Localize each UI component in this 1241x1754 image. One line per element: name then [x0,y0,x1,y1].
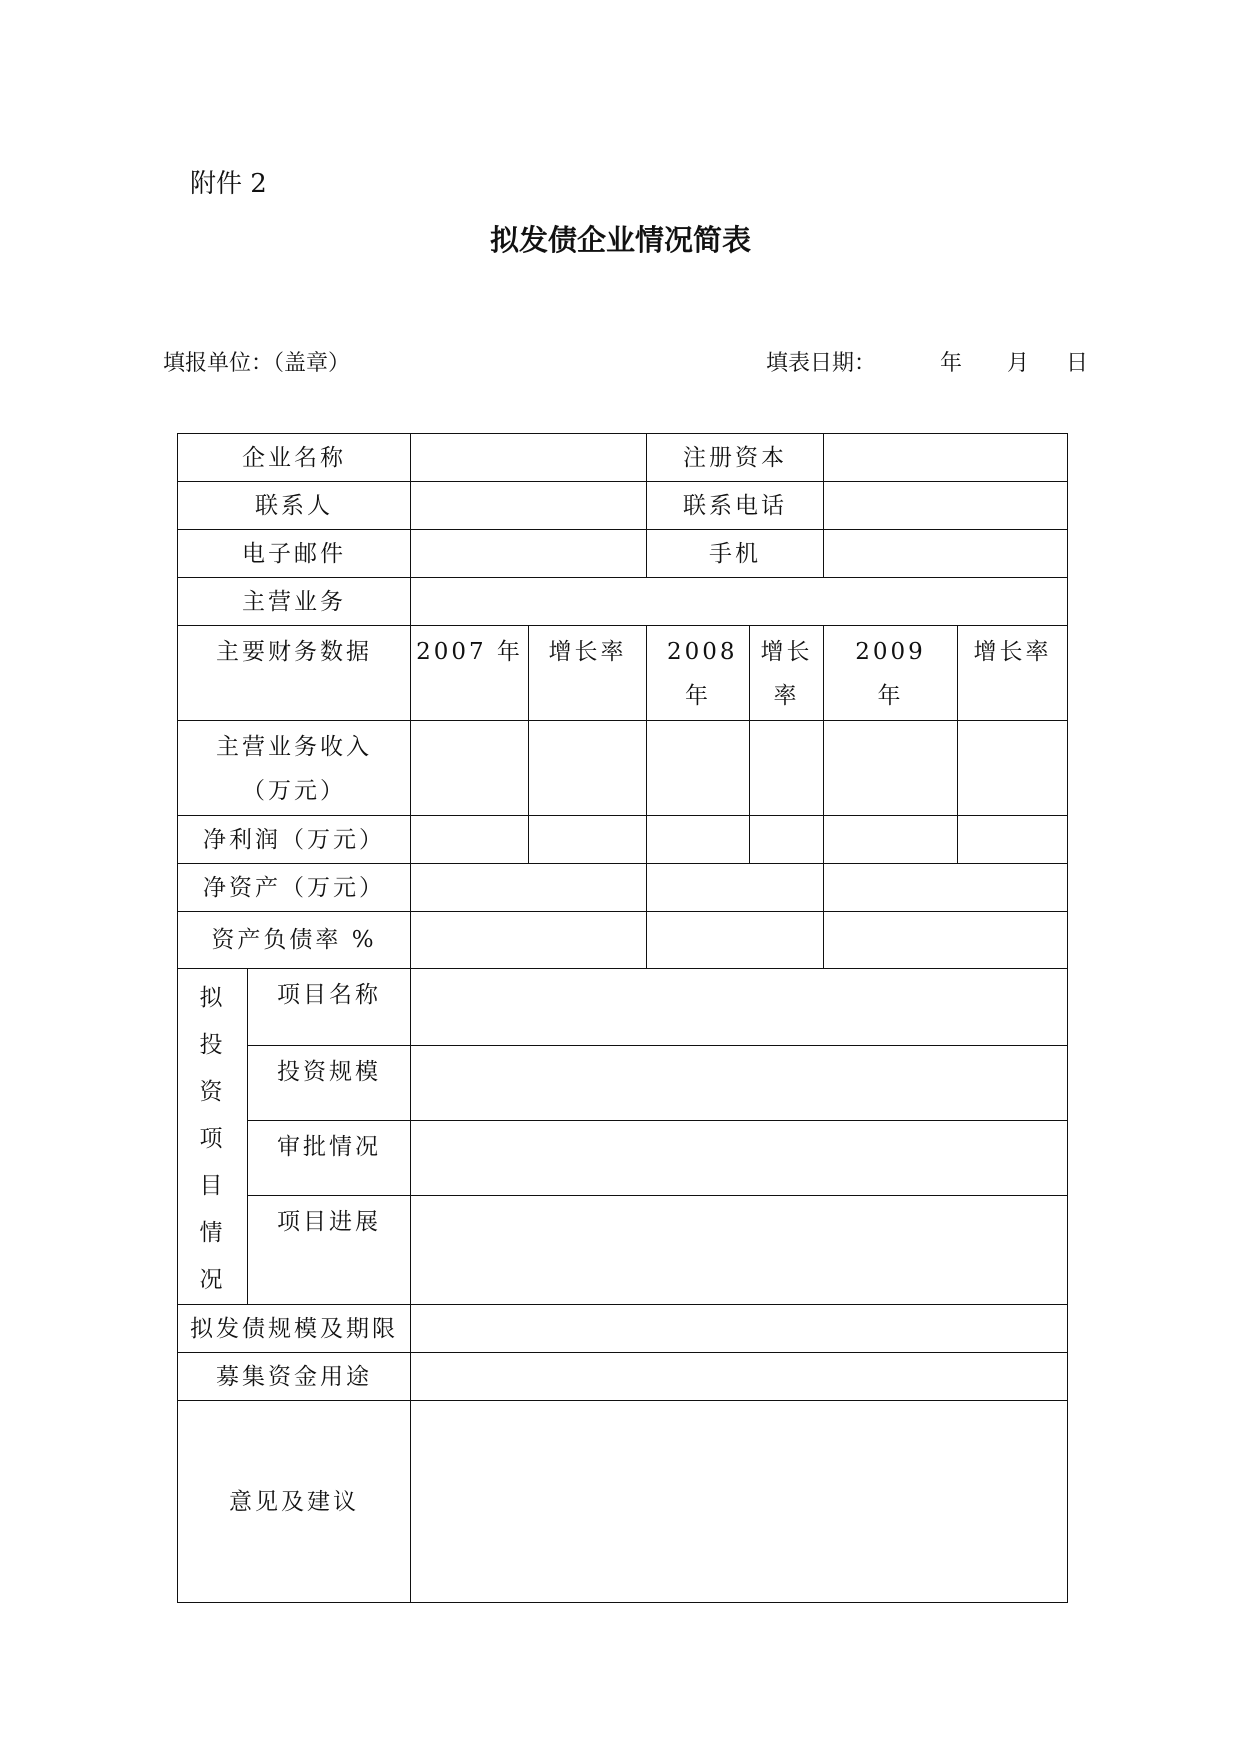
company-info-table [177,433,1068,1603]
table-row [178,434,1068,482]
vertical-char: 拟 [199,985,226,1011]
net-profit-growth-2008[interactable] [750,816,824,864]
table-row [178,969,1068,1046]
email-value[interactable] [411,530,647,578]
mobile-value[interactable] [824,530,1068,578]
revenue-2008[interactable] [647,721,750,816]
mobile-label: 手机 [647,530,824,578]
table-row [178,1045,1068,1121]
year-2008-text: 2008 年 [667,639,738,709]
table-row [178,482,1068,530]
investment-scale-value[interactable] [411,1045,1068,1121]
contact-person-value[interactable] [411,482,647,530]
net-profit-2009[interactable] [824,816,958,864]
net-profit-2007[interactable] [411,816,529,864]
growth-rate-header: 增长率 [529,626,647,721]
email-label: 电子邮件 [178,530,411,578]
net-profit-label: 净利润（万元） [178,816,411,864]
revenue-2009[interactable] [824,721,958,816]
main-business-label: 主营业务 [178,578,411,626]
month-label: 月 [1007,351,1030,376]
year-2008-header [647,626,750,721]
fill-date-label: 填表日期： [766,351,877,376]
opinions-value[interactable] [411,1401,1068,1603]
registered-capital-label: 注册资本 [647,434,824,482]
table-row [178,1195,1068,1304]
revenue-label [178,721,411,816]
document-title: 拟发债企业情况简表 [489,223,751,257]
registered-capital-value[interactable] [824,434,1068,482]
revenue-growth-2008[interactable] [750,721,824,816]
vertical-char: 投 [199,1032,226,1058]
project-name-label: 项目名称 [248,969,411,1046]
table-row [178,1121,1068,1196]
revenue-text: 主营业务收入（万元） [216,734,372,804]
table-row [178,578,1068,626]
net-profit-2008[interactable] [647,816,750,864]
table-row [178,912,1068,969]
approval-status-label: 审批情况 [248,1121,411,1196]
debt-ratio-label: 资产负债率 % [178,912,411,969]
opinions-label: 意见及建议 [178,1401,411,1603]
main-business-value[interactable] [411,578,1068,626]
contact-person-label: 联系人 [178,482,411,530]
contact-phone-value[interactable] [824,482,1068,530]
debt-ratio-2008[interactable] [647,912,824,969]
bond-scale-term-value[interactable] [411,1305,1068,1353]
reporting-unit-label: 填报单位：（盖章） [163,351,351,376]
approval-status-value[interactable] [411,1121,1068,1196]
fund-use-value[interactable] [411,1353,1068,1401]
table-row [178,721,1068,816]
year-2009-text: 2009 年 [855,639,926,709]
table-row [178,626,1068,721]
net-assets-label: 净资产（万元） [178,864,411,912]
vertical-char: 情 [199,1220,226,1246]
table-row [178,816,1068,864]
project-progress-value[interactable] [411,1195,1068,1304]
investment-project-label [178,969,248,1305]
revenue-growth-2007[interactable] [529,721,647,816]
revenue-2007[interactable] [411,721,529,816]
growth-rate-header: 增长率 [750,626,824,721]
debt-ratio-2007[interactable] [411,912,647,969]
financial-data-label: 主要财务数据 [178,626,411,721]
vertical-char: 资 [199,1079,226,1105]
table-row [178,1353,1068,1401]
project-progress-label: 项目进展 [248,1195,411,1304]
investment-scale-label: 投资规模 [248,1045,411,1121]
vertical-char: 目 [199,1173,226,1199]
net-profit-growth-2009[interactable] [958,816,1068,864]
net-profit-growth-2007[interactable] [529,816,647,864]
vertical-char: 况 [199,1267,226,1293]
company-info-table-wrap [177,433,1067,1603]
contact-phone-label: 联系电话 [647,482,824,530]
vertical-char: 项 [199,1126,226,1152]
year-label: 年 [940,351,963,376]
company-name-label: 企业名称 [178,434,411,482]
fund-use-label: 募集资金用途 [178,1353,411,1401]
revenue-growth-2009[interactable] [958,721,1068,816]
day-label: 日 [1066,351,1089,376]
table-row [178,530,1068,578]
year-2007-header: 2007 年 [411,626,529,721]
debt-ratio-2009[interactable] [824,912,1068,969]
net-assets-2009[interactable] [824,864,1068,912]
year-2009-header [824,626,958,721]
growth-rate-header: 增长率 [958,626,1068,721]
table-row [178,864,1068,912]
project-name-value[interactable] [411,969,1068,1046]
company-name-value[interactable] [411,434,647,482]
attachment-label: 附件 2 [190,169,267,199]
net-assets-2008[interactable] [647,864,824,912]
net-assets-2007[interactable] [411,864,647,912]
bond-scale-term-label: 拟发债规模及期限 [178,1305,411,1353]
table-row [178,1305,1068,1353]
table-row [178,1401,1068,1603]
